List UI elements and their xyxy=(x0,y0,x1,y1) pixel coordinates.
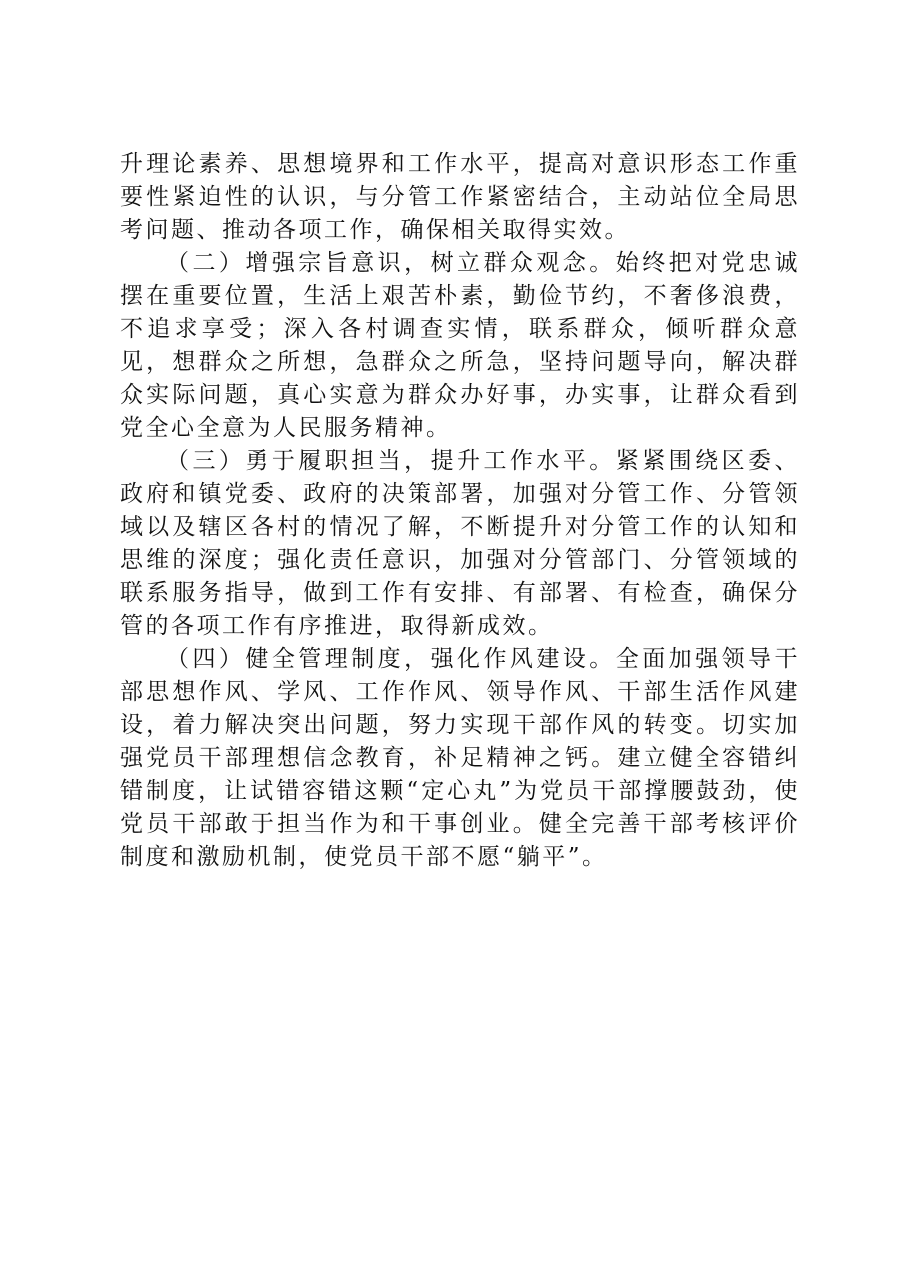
paragraph-section-2: （二）增强宗旨意识，树立群众观念。始终把对党忠诚摆在重要位置，生活上艰苦朴素，勤俭节约，不奢侈浪费，不追求享受；深入各村调查实情，联系群众，倾听群众意见，想群众之所想，急群众之所急，坚持问题导向，解决群众实际问题，真心实意为群众办好事，办实事，让群众看到党全心全意为人民服务精神。 xyxy=(120,250,800,441)
paragraph-continuation: 升理论素养、思想境界和工作水平，提高对意识形态工作重要性紧迫性的认识，与分管工作紧密结合，主动站位全局思考问题、推动各项工作，确保相关取得实效。 xyxy=(120,151,800,243)
paragraph-section-4: （四）健全管理制度，强化作风建设。全面加强领导干部思想作风、学风、工作作风、领导作风、干部生活作风建设，着力解决突出问题，努力实现干部作风的转变。切实加强党员干部理想信念教育，补足精神之钙。建立健全容错纠错制度，让试错容错这颗“定心丸”为党员干部撑腰鼓劲，使党员干部敢于担当作为和干事创业。健全完善干部考核评价制度和激励机制，使党员干部不愿“躺平”。 xyxy=(120,646,800,870)
document-body xyxy=(120,148,800,874)
paragraph-section-3: （三）勇于履职担当，提升工作水平。紧紧围绕区委、政府和镇党委、政府的决策部署，加强对分管工作、分管领域以及辖区各村的情况了解，不断提升对分管工作的认知和思维的深度；强化责任意识，加强对分管部门、分管领域的联系服务指导，做到工作有安排、有部署、有检查，确保分管的各项工作有序推进，取得新成效。 xyxy=(120,448,800,639)
